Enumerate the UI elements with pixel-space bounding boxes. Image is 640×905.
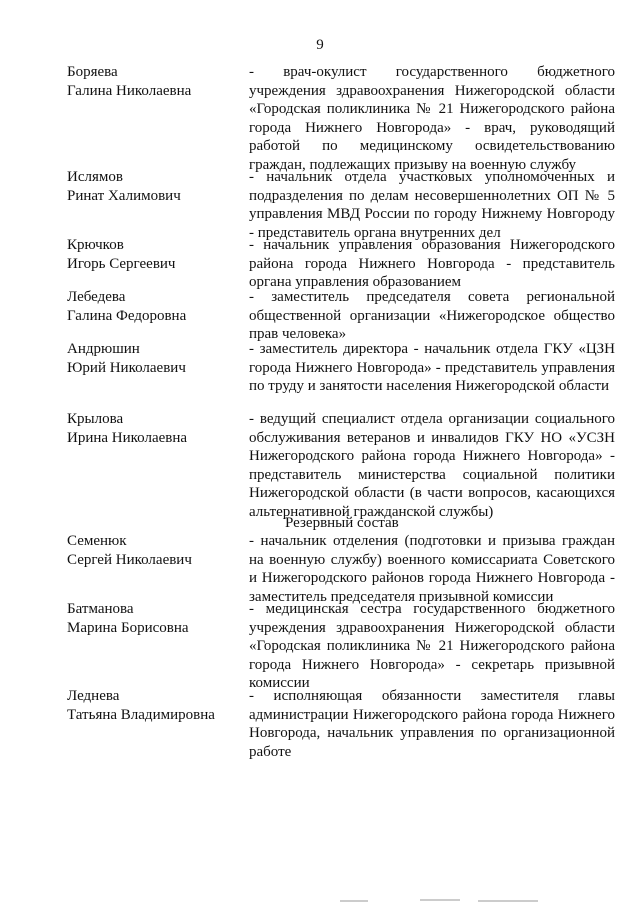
member-role: - ведущий специалист отдела организации социального обслуживания ветеранов и инвалидов ГКУ НО «УСЗН Нижегородского района города Нижнего Новгорода» - представитель министерства социальной политики Нижегородской области (в части вопросов, касающихся альтернативной гражданской службы) — [249, 411, 615, 520]
reserve-member-name — [67, 600, 242, 637]
member-name — [67, 236, 242, 273]
member-name — [67, 410, 242, 447]
member-name — [67, 63, 242, 100]
member-surname: Семенюк — [67, 533, 127, 549]
scan-artifact — [340, 900, 368, 902]
reserve-member-role: - исполняющая обязанности заместителя главы администрации Нижегородского района города Нижнего Новгорода, начальник управления по организационной работе — [249, 688, 615, 760]
member-surname: Крылова — [67, 411, 124, 427]
member-surname: Андрюшин — [67, 341, 140, 357]
member-name — [67, 168, 242, 205]
member-name — [67, 288, 242, 325]
member-given-names: Галина Николаевна — [67, 82, 192, 99]
member-surname: Ислямов — [67, 169, 123, 185]
scan-artifact — [420, 899, 460, 901]
member-role: - начальник управления образования Нижегородского района города Нижнего Новгорода - представитель органа управления образованием — [249, 237, 615, 290]
reserve-member-name — [67, 532, 242, 569]
reserve-member-role: - медицинская сестра государственного бюджетного учреждения здравоохранения Нижегородской области «Городская поликлиника № 21 Нижегородского района города Нижнего Новгорода» - секретарь призывной комиссии — [249, 601, 615, 691]
reserve-heading: Резервный состав — [285, 515, 399, 531]
member-given-names: Игорь Сергеевич — [67, 255, 176, 272]
member-surname: Лебедева — [67, 289, 126, 305]
member-given-names: Сергей Николаевич — [67, 551, 192, 568]
member-surname: Боряева — [67, 64, 118, 80]
member-role: - заместитель директора - начальник отдела ГКУ «ЦЗН города Нижнего Новгорода» - представитель управления по труду и занятости населения Нижегородской области — [249, 341, 615, 394]
member-given-names: Ирина Николаевна — [67, 429, 188, 446]
scan-artifact — [478, 900, 538, 902]
reserve-member-name — [67, 687, 242, 724]
member-name — [67, 340, 242, 377]
member-given-names: Марина Борисовна — [67, 619, 189, 636]
page-number: 9 — [316, 37, 324, 53]
member-given-names: Ринат Халимович — [67, 187, 181, 204]
member-given-names: Галина Федоровна — [67, 307, 187, 324]
member-given-names: Татьяна Владимировна — [67, 706, 215, 723]
member-role: - начальник отдела участковых уполномоченных и подразделения по делам несовершеннолетних ОП № 5 управления МВД России по городу Нижнему Новгороду - представитель органа внутренних дел — [249, 169, 615, 241]
member-role: - врач-окулист государственного бюджетного учреждения здравоохранения Нижегородской области «Городская поликлиника № 21 Нижегородского района города Нижнего Новгорода» - врач, руководящий работой по медицинскому освидетельствованию граждан, подлежащих призыву на военную службу — [249, 64, 615, 173]
member-given-names: Юрий Николаевич — [67, 359, 186, 376]
member-role: - заместитель председателя совета региональной общественной организации «Нижегородское общество прав человека» — [249, 289, 615, 342]
member-surname: Крючков — [67, 237, 124, 253]
member-surname: Батманова — [67, 601, 134, 617]
reserve-member-role: - начальник отделения (подготовки и призыва граждан на военную службу) военного комиссариата Советского и Нижегородского районов города Нижнего Новгорода - заместитель председателя призывной комиссии — [249, 533, 615, 605]
member-surname: Леднева — [67, 688, 120, 704]
